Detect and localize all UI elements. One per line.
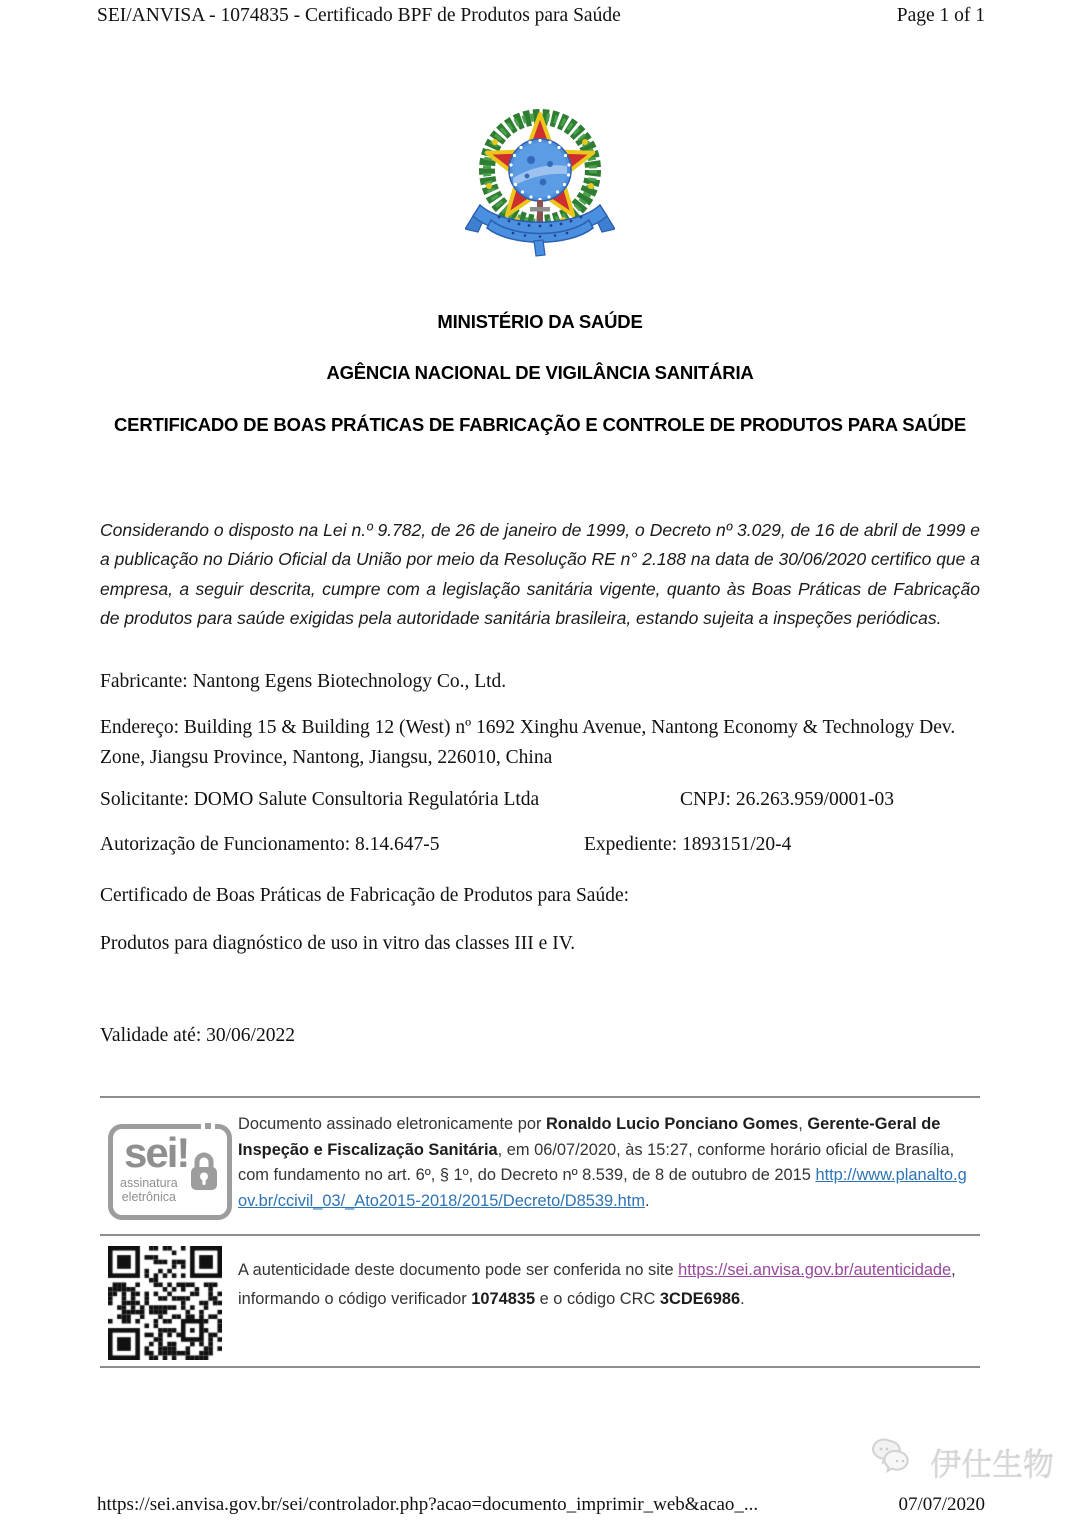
autorizacao-row	[100, 834, 980, 860]
brazil-coat-of-arms-icon	[465, 104, 615, 267]
crc-code: 3CDE6986	[659, 1290, 741, 1308]
wechat-watermark	[870, 1438, 1054, 1486]
signer-role: Gerente-Geral de Inspeção e Fiscalização Sanitária	[238, 1115, 941, 1159]
certificado-scope-line: Certificado de Boas Práticas de Fabricação de Produtos para Saúde:	[100, 885, 630, 906]
ministry-title: MINISTÉRIO DA SAÚDE	[437, 311, 643, 332]
print-footer	[97, 1494, 985, 1516]
sei-logo-subtext: assinatura eletrônica	[120, 1176, 178, 1204]
qr-code	[108, 1246, 222, 1360]
print-footer-url: https://sei.anvisa.gov.br/sei/controlador.php?acao=documento_imprimir_web&acao_...	[97, 1494, 759, 1515]
endereco-paragraph: Endereço: Building 15 & Building 12 (West) nº 1692 Xinghu Avenue, Nantong Economy & Technology Dev. Zone, Jiangsu Province, Nantong, Jiangsu, 226010, China	[100, 717, 956, 768]
produtos-line: Produtos para diagnóstico de uso in vitro das classes III e IV.	[100, 933, 576, 954]
certificate-title: CERTIFICADO DE BOAS PRÁTICAS DE FABRICAÇÃO E CONTROLE DE PRODUTOS PARA SAÚDE	[114, 414, 966, 435]
print-header	[97, 5, 985, 27]
signer-name: Ronaldo Lucio Ponciano Gomes	[545, 1115, 799, 1133]
fabricante-line: Fabricante: Nantong Egens Biotechnology Co., Ltd.	[100, 671, 507, 692]
divider-middle	[100, 1234, 980, 1236]
sei-signature-badge	[108, 1124, 232, 1220]
globe	[509, 139, 571, 201]
divider-top	[100, 1096, 980, 1098]
sei-logo-text: sei!	[124, 1129, 189, 1176]
padlock-icon	[187, 1151, 221, 1198]
considerando-paragraph: Considerando o disposto na Lei n.º 9.782, de 26 de janeiro de 1999, o Decreto nº 3.029, de 16 de abril de 1999 e a publicação no Diário Oficial da União por meio da Resolução RE n° 2.188 na data de 30/06/2020 certifico que a empresa, a seguir descrita, cumpre com a legislação sanitária vigente, quanto às Boas Práticas de Fabricação de produtos para saúde exigidas pela autoridade sanitária brasileira, estando sujeita a inspeções periódicas.	[100, 520, 980, 629]
validade-line: Validade até: 30/06/2022	[100, 1025, 295, 1046]
solicitante-value: Solicitante: DOMO Salute Consultoria Regulatória Ltda	[100, 789, 540, 810]
verifier-code: 1074835	[471, 1290, 536, 1308]
print-footer-date: 07/07/2020	[898, 1494, 985, 1515]
sei-badge-notch-dot	[205, 1123, 211, 1129]
decreto-link[interactable]: http://www.planalto.gov.br/ccivil_03/_Ato2015-2018/2015/Decreto/D8539.htm	[238, 1166, 967, 1210]
authenticity-statement: A autenticidade deste documento pode ser conferida no site https://sei.anvisa.gov.br/autenticidade, informando o código verificador 1074835 e o código CRC 3CDE6986.	[238, 1261, 956, 1308]
solicitante-row	[100, 789, 980, 815]
watermark-text: 伊仕生物	[930, 1447, 1054, 1483]
print-header-title: SEI/ANVISA - 1074835 - Certificado BPF de Produtos para Saúde	[97, 5, 621, 26]
autorizacao-value: Autorização de Funcionamento: 8.14.647-5	[100, 834, 440, 855]
agency-title: AGÊNCIA NACIONAL DE VIGILÂNCIA SANITÁRIA	[326, 362, 754, 383]
wechat-bubbles-icon	[870, 1438, 922, 1486]
cnpj-value: CNPJ: 26.263.959/0001-03	[680, 789, 894, 810]
divider-bottom	[100, 1366, 980, 1368]
expediente-value: Expediente: 1893151/20-4	[584, 834, 792, 855]
print-header-page-number: Page 1 of 1	[896, 5, 985, 26]
autenticidade-link[interactable]: https://sei.anvisa.gov.br/autenticidade	[678, 1261, 952, 1279]
signature-statement: Documento assinado eletronicamente por Ronaldo Lucio Ponciano Gomes, Gerente-Geral de Inspeção e Fiscalização Sanitária, em 06/07/2020, às 15:27, conforme horário oficial de Brasília, com fundamento no art. 6º, § 1º, do Decreto nº 8.539, de 8 de outubro de 2015 http://www.planalto.gov.br/ccivil_03/_Ato2015-2018/2015/Decreto/D8539.htm.	[238, 1115, 967, 1210]
